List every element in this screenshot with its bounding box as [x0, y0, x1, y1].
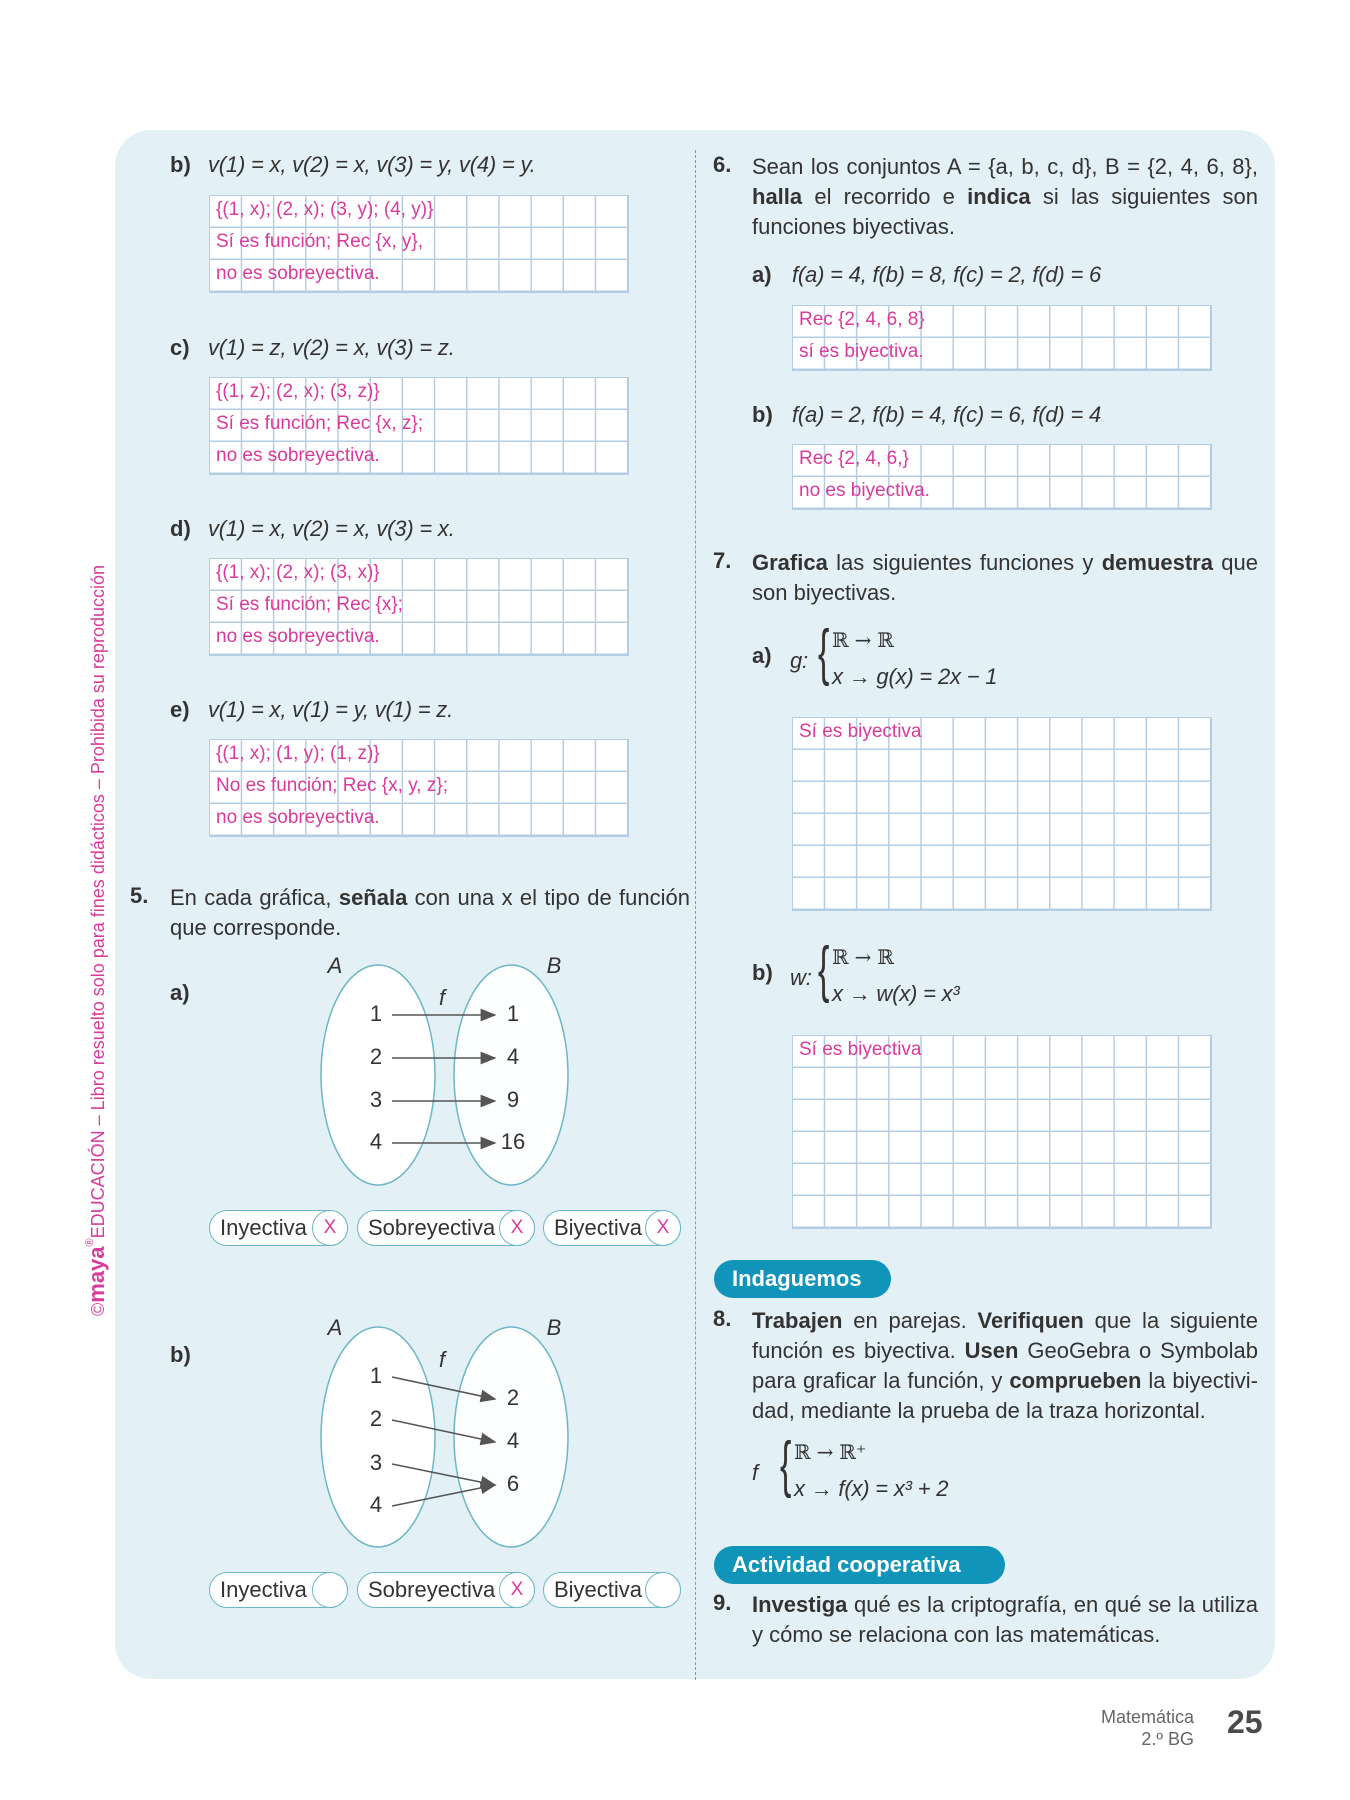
- codomain-element: 16: [500, 1129, 526, 1154]
- answer-line: {(1, x); (2, x); (3, y); (4, y)}: [216, 199, 434, 220]
- q9-text-line: [752, 1590, 1258, 1620]
- bold-text: Verifiquen: [977, 1308, 1084, 1333]
- answer-grid[interactable]: [209, 377, 629, 475]
- option-checkbox[interactable]: [312, 1572, 348, 1608]
- text: si las siguientes son: [1030, 184, 1258, 209]
- option-checkbox[interactable]: X: [499, 1210, 535, 1246]
- text: el recorrido e: [802, 184, 968, 209]
- domain-element: 3: [369, 1087, 383, 1112]
- bold-text: Usen: [964, 1338, 1019, 1363]
- domain-element: 1: [369, 1001, 383, 1026]
- mapping-domain: ℝ → ℝ: [832, 945, 894, 969]
- text: qué es la criptografía, en qué se la utiliza: [847, 1592, 1258, 1617]
- diagram-label: a): [170, 980, 190, 1005]
- codomain-element: 4: [506, 1044, 520, 1069]
- set-a-label: A: [327, 953, 343, 978]
- option-inyectiva[interactable]: [209, 1572, 348, 1608]
- mapping-domain: ℝ → ℝ: [832, 628, 894, 652]
- answer-grid[interactable]: [209, 195, 629, 293]
- item-label: b): [752, 402, 773, 427]
- item-formula: v(1) = x, v(2) = x, v(3) = x.: [208, 516, 455, 541]
- text: que corresponde.: [170, 915, 342, 940]
- answer-line: Sí es función; Rec {x};: [216, 594, 403, 615]
- option-checkbox[interactable]: [645, 1572, 681, 1608]
- set-b-label: B: [546, 953, 562, 978]
- graph-grid[interactable]: [792, 717, 1212, 911]
- answer-line: Sí es función; Rec {x, z};: [216, 413, 423, 434]
- answer-line: Sí es biyectiva: [799, 1039, 922, 1060]
- option-label: Sobreyectiva: [368, 1577, 496, 1602]
- option-label: Inyectiva: [220, 1215, 307, 1240]
- indaguemos-badge: Indaguemos: [714, 1260, 891, 1298]
- domain-element: 4: [369, 1492, 383, 1517]
- option-checkbox[interactable]: X: [499, 1572, 535, 1608]
- q8-text-line: [752, 1306, 1258, 1336]
- answer-line: no es biyectiva.: [799, 480, 930, 501]
- copyright-symbol: ©: [88, 1302, 108, 1316]
- arrow-diagram: [310, 935, 570, 1215]
- domain-element: 2: [369, 1406, 383, 1431]
- q8-text-line: [752, 1336, 1258, 1366]
- q9-text-line: [752, 1620, 1258, 1650]
- answer-grid[interactable]: [792, 444, 1212, 510]
- codomain-element: 2: [506, 1385, 520, 1410]
- function-label: f: [438, 1347, 446, 1372]
- brace-symbol: {: [818, 935, 830, 1004]
- domain-element: 2: [369, 1044, 383, 1069]
- answer-line: {(1, x); (1, y); (1, z)}: [216, 743, 380, 764]
- function-label: f: [438, 985, 446, 1010]
- text: En cada gráfica,: [170, 885, 339, 910]
- set-b-label: B: [546, 1315, 562, 1340]
- bold-text: Investiga: [752, 1592, 848, 1617]
- bold-text: Trabajen: [752, 1308, 843, 1333]
- text: que: [1212, 550, 1258, 575]
- item-label: a): [752, 262, 772, 287]
- text: la biyectivi-: [1141, 1368, 1258, 1393]
- answer-line: Rec {2, 4, 6,}: [799, 448, 909, 469]
- text: son biyectivas.: [752, 580, 897, 605]
- diagram-label: b): [170, 1342, 191, 1367]
- mapping-rule: x → f(x) = x³ + 2: [794, 1476, 949, 1501]
- option-label: Inyectiva: [220, 1577, 307, 1602]
- codomain-element: 9: [506, 1087, 520, 1112]
- item-formula: f(a) = 4, f(b) = 8, f(c) = 2, f(d) = 6: [792, 262, 1102, 287]
- q6-text-line: [752, 182, 1258, 212]
- answer-line: Sí es biyectiva: [799, 721, 922, 742]
- bold-text: demuestra: [1101, 550, 1213, 575]
- domain-element: 1: [369, 1363, 383, 1388]
- option-label: Biyectiva: [554, 1215, 643, 1240]
- text: Sean los conjuntos A = {a, b, c, d}, B = {2, 4, 6, 8},: [752, 154, 1258, 179]
- text: función es biyectiva.: [752, 1338, 965, 1363]
- item-formula: v(1) = x, v(2) = x, v(3) = y, v(4) = y.: [208, 152, 536, 177]
- bold-text: Grafica: [752, 550, 828, 575]
- item-label: b): [752, 960, 773, 985]
- option-checkbox[interactable]: X: [645, 1210, 681, 1246]
- domain-element: 4: [369, 1129, 383, 1154]
- q7-text-line: [752, 548, 1258, 578]
- function-name: w:: [790, 965, 812, 990]
- text: con una x el tipo de función: [407, 885, 690, 910]
- graph-grid[interactable]: [792, 1035, 1212, 1229]
- item-label: e): [170, 697, 190, 722]
- copyright-notice: [84, 565, 110, 1316]
- question-number: 5.: [130, 883, 149, 908]
- option-checkbox[interactable]: X: [312, 1210, 348, 1246]
- brand-logo: maya: [84, 1246, 109, 1303]
- q8-text-line: [752, 1396, 1258, 1426]
- question-number: 7.: [713, 548, 732, 573]
- function-name: f: [752, 1460, 758, 1485]
- text: y cómo se relaciona con las matemáticas.: [752, 1622, 1161, 1647]
- page-number: 25: [1227, 1704, 1263, 1740]
- text: para graficar la función, y: [752, 1368, 1010, 1393]
- codomain-element: 4: [506, 1428, 520, 1453]
- q7-text-line: [752, 578, 1258, 608]
- answer-line: No es función; Rec {x, y, z};: [216, 775, 448, 796]
- codomain-element: 6: [506, 1471, 520, 1496]
- bold-text: comprueben: [1009, 1368, 1142, 1393]
- item-label: a): [752, 643, 772, 668]
- text: las siguientes funciones y: [827, 550, 1102, 575]
- bold-text: señala: [338, 885, 408, 910]
- q6-text-line: [752, 152, 1258, 182]
- option-biyectiva[interactable]: [543, 1210, 681, 1246]
- answer-line: Rec {2, 4, 6, 8}: [799, 309, 925, 330]
- item-label: c): [170, 335, 190, 360]
- item-label: b): [170, 152, 191, 177]
- footer-subject: Matemática: [1100, 1707, 1194, 1727]
- item-label: d): [170, 516, 191, 541]
- mapping-rule: x → w(x) = x³: [832, 981, 960, 1006]
- q5-text-line: [170, 883, 690, 913]
- question-number: 8.: [713, 1306, 732, 1331]
- answer-line: no es sobreyectiva.: [216, 263, 380, 284]
- cooperativa-badge: Actividad cooperativa: [714, 1546, 1005, 1584]
- notice-text: EDUCACIÓN – Libro resuelto solo para fines didácticos – Prohibida su reproducción: [88, 565, 108, 1239]
- option-sobreyectiva[interactable]: [357, 1210, 535, 1246]
- answer-line: Sí es función; Rec {x, y},: [216, 231, 423, 252]
- text: funciones biyectivas.: [752, 214, 955, 239]
- registered-mark: ®: [84, 1238, 96, 1247]
- q6-text-line: [752, 212, 1258, 242]
- option-sobreyectiva[interactable]: [357, 1572, 535, 1608]
- option-inyectiva[interactable]: [209, 1210, 348, 1246]
- item-formula: v(1) = x, v(1) = y, v(1) = z.: [208, 697, 454, 722]
- answer-line: {(1, x); (2, x); (3, x)}: [216, 562, 380, 583]
- option-label: Sobreyectiva: [368, 1215, 496, 1240]
- answer-grid[interactable]: [209, 558, 629, 656]
- footer-grade: 2.º BG: [1141, 1729, 1194, 1749]
- answer-line: sí es biyectiva.: [799, 341, 924, 362]
- text: GeoGebra o Symbolab: [1018, 1338, 1258, 1363]
- item-formula: f(a) = 2, f(b) = 4, f(c) = 6, f(d) = 4: [792, 402, 1102, 427]
- answer-line: no es sobreyectiva.: [216, 626, 380, 647]
- option-biyectiva[interactable]: [543, 1572, 681, 1608]
- bold-text: indica: [967, 184, 1031, 209]
- bold-text: halla: [752, 184, 803, 209]
- answer-line: no es sobreyectiva.: [216, 445, 380, 466]
- answer-line: no es sobreyectiva.: [216, 807, 380, 828]
- text: en parejas.: [842, 1308, 978, 1333]
- brace-symbol: {: [818, 618, 830, 687]
- function-name: g:: [790, 648, 808, 673]
- q8-text-line: [752, 1366, 1258, 1396]
- option-label: Biyectiva: [554, 1577, 643, 1602]
- column-divider: [695, 150, 696, 1680]
- domain-element: 3: [369, 1450, 383, 1475]
- arrow-diagram: [310, 1297, 570, 1577]
- question-number: 9.: [713, 1590, 732, 1615]
- answer-grid[interactable]: [792, 305, 1212, 371]
- question-number: 6.: [713, 152, 732, 177]
- item-formula: v(1) = z, v(2) = x, v(3) = z.: [208, 335, 455, 360]
- set-a-label: A: [327, 1315, 343, 1340]
- brace-symbol: {: [780, 1430, 792, 1499]
- codomain-element: 1: [506, 1001, 520, 1026]
- answer-line: {(1, z); (2, x); (3, z)}: [216, 381, 380, 402]
- answer-grid[interactable]: [209, 739, 629, 837]
- mapping-rule: x → g(x) = 2x − 1: [832, 664, 998, 689]
- text: que la siguiente: [1083, 1308, 1258, 1333]
- mapping-domain: ℝ → ℝ⁺: [794, 1440, 867, 1464]
- text: dad, mediante la prueba de la traza horizontal.: [752, 1398, 1206, 1423]
